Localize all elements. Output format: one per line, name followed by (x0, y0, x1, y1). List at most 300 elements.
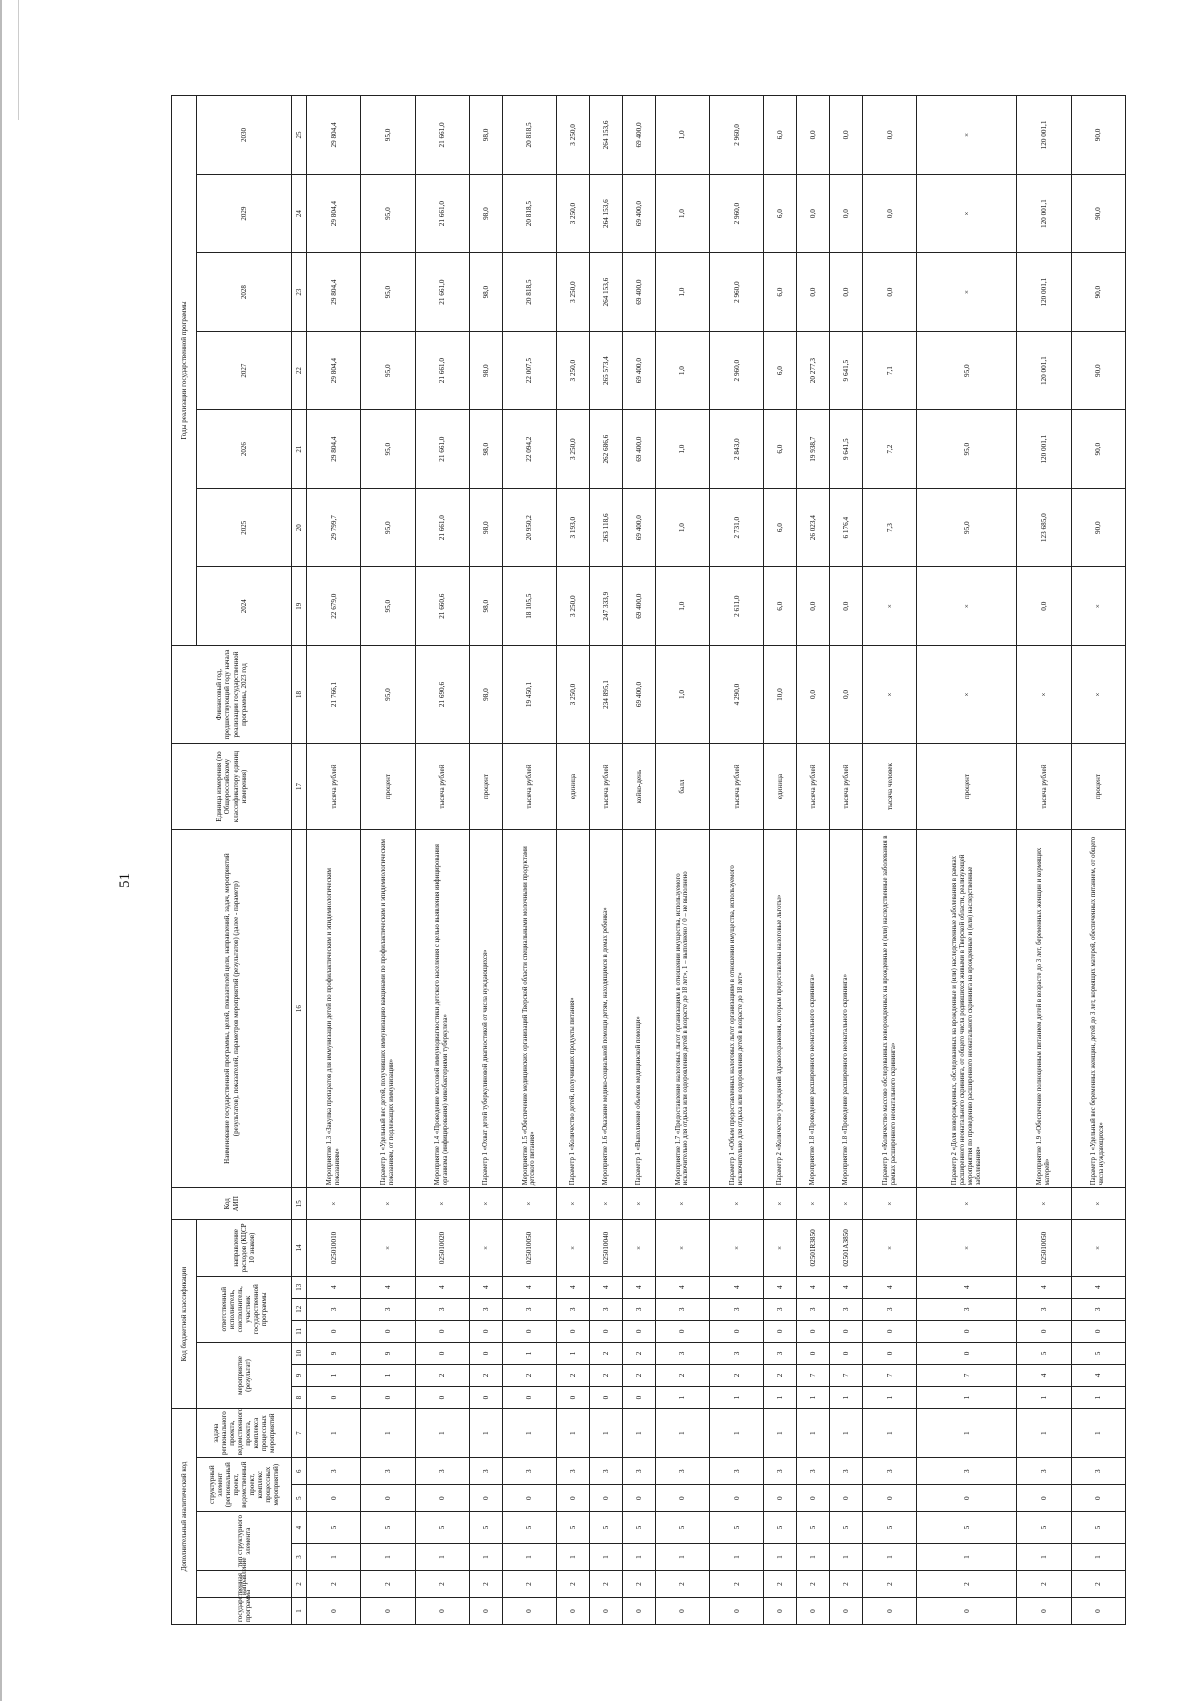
year-value: 1,0 (655, 488, 709, 567)
year-value: × (917, 567, 1017, 646)
event-code-b: 2 (710, 1364, 764, 1386)
event-code-c: 9 (307, 1342, 361, 1364)
aip-code: × (622, 1188, 655, 1220)
struct-type-code-a: 1 (655, 1544, 709, 1571)
struct-element-code-b: 3 (1017, 1458, 1071, 1485)
struct-type-code-a: 1 (469, 1544, 502, 1571)
table-row (863, 96, 917, 1625)
year-header: 2027 (197, 331, 292, 410)
expense-code: × (557, 1220, 590, 1276)
year-value: 29 804,4 (307, 253, 361, 332)
unit: тысяча рублей (830, 744, 863, 830)
year-value: 247 333,9 (590, 567, 623, 646)
item-name: Мероприятие 1.8 «Проведение расширенного неонатального скрининга» (797, 829, 830, 1187)
unit: тысяча рублей (307, 744, 361, 830)
year-value: 2 731,0 (710, 488, 764, 567)
year-header: 2026 (197, 410, 292, 489)
event-header: мероприятие (результат) (197, 1342, 292, 1408)
struct-element-code-b: 3 (764, 1458, 797, 1485)
aip-code: × (590, 1188, 623, 1220)
year-value: 21 661,0 (415, 410, 469, 489)
year-value: 90,0 (1071, 174, 1125, 253)
year-value: 3 250,0 (557, 410, 590, 489)
executor-code-c: 4 (502, 1276, 556, 1298)
aip-code: × (797, 1188, 830, 1220)
col-number: 14 (292, 1220, 307, 1276)
table-row (710, 96, 764, 1625)
executor-code-b: 3 (1071, 1298, 1125, 1320)
table-row (1071, 96, 1125, 1625)
year-value: 9 641,5 (830, 331, 863, 410)
struct-type-code-a: 1 (1071, 1544, 1125, 1571)
struct-type-code-b: 5 (830, 1512, 863, 1544)
year-value: 98,0 (469, 488, 502, 567)
aip-code: × (917, 1188, 1017, 1220)
task-code: 1 (502, 1409, 556, 1458)
item-name: Мероприятие 1.8 «Проведение расширенного неонатального скрининга» (830, 829, 863, 1187)
struct-element-header: структурный элемент (региональный проект, ведомственный проект, комплекс процессных мероприятий) (197, 1458, 292, 1512)
year-value: 98,0 (469, 331, 502, 410)
table-row (361, 96, 415, 1625)
struct-type-code-b: 5 (415, 1512, 469, 1544)
year-value: 0,0 (797, 174, 830, 253)
col-number: 11 (292, 1320, 307, 1342)
direction-code: 2 (307, 1571, 361, 1598)
struct-type-code-a: 1 (797, 1544, 830, 1571)
year-value: 1,0 (655, 331, 709, 410)
analytic-code-header: Дополнительный аналитический код (172, 1409, 197, 1625)
struct-element-code-a: 0 (502, 1485, 556, 1512)
event-code-a: 0 (590, 1387, 623, 1409)
aip-code: × (710, 1188, 764, 1220)
gos-program-code: 0 (830, 1598, 863, 1625)
event-code-a: 1 (797, 1387, 830, 1409)
year-value: 19 938,7 (797, 410, 830, 489)
fin-year-value: 0,0 (797, 645, 830, 743)
table-row (797, 96, 830, 1625)
expense-code: 025010050 (502, 1220, 556, 1276)
year-value: 95,0 (361, 253, 415, 332)
gos-program-code: 0 (1017, 1598, 1071, 1625)
name-header: Наименование государственной программы, целей, показателей цели, направлений, задач, мероприятий (результатов), показателей, параметров мероприятий (результатов) (далее - параметр) (172, 829, 292, 1187)
struct-type-code-a: 1 (830, 1544, 863, 1571)
event-code-a: 1 (764, 1387, 797, 1409)
expense-code: 025010040 (590, 1220, 623, 1276)
executor-code-c: 4 (1071, 1276, 1125, 1298)
aip-code: × (415, 1188, 469, 1220)
year-value: 1,0 (655, 96, 709, 175)
table-row (307, 96, 361, 1625)
executor-code-c: 4 (710, 1276, 764, 1298)
event-code-c: 5 (1017, 1342, 1071, 1364)
executor-code-b: 3 (764, 1298, 797, 1320)
gos-program-code: 0 (917, 1598, 1017, 1625)
year-value: 6,0 (764, 174, 797, 253)
direction-code: 2 (830, 1571, 863, 1598)
executor-code-b: 3 (361, 1298, 415, 1320)
aip-code: × (1017, 1188, 1071, 1220)
executor-code-b: 3 (502, 1298, 556, 1320)
struct-element-code-b: 3 (797, 1458, 830, 1485)
expense-code: × (1071, 1220, 1125, 1276)
executor-code-b: 3 (557, 1298, 590, 1320)
direction-code: 2 (863, 1571, 917, 1598)
year-value: 98,0 (469, 96, 502, 175)
col-number: 17 (292, 744, 307, 830)
aip-code: × (1071, 1188, 1125, 1220)
item-name: Параметр 1 «Охват детей туберкулиновой диагностикой от числа нуждающихся» (469, 829, 502, 1187)
struct-type-code-a: 1 (710, 1544, 764, 1571)
year-value: 120 001,1 (1017, 253, 1071, 332)
col-number: 6 (292, 1458, 307, 1485)
task-code: 1 (622, 1409, 655, 1458)
col-number: 21 (292, 410, 307, 489)
executor-code-b: 3 (917, 1298, 1017, 1320)
direction-code: 2 (361, 1571, 415, 1598)
event-code-a: 0 (307, 1387, 361, 1409)
aip-code: × (557, 1188, 590, 1220)
year-value: 95,0 (361, 567, 415, 646)
event-code-c: 1 (557, 1342, 590, 1364)
year-value: 0,0 (863, 174, 917, 253)
event-code-b: 2 (764, 1364, 797, 1386)
unit: процент (361, 744, 415, 830)
struct-type-code-b: 5 (710, 1512, 764, 1544)
direction-code: 2 (655, 1571, 709, 1598)
expense-code: × (863, 1220, 917, 1276)
year-value: 95,0 (361, 174, 415, 253)
struct-type-code-a: 1 (557, 1544, 590, 1571)
year-value: 3 250,0 (557, 96, 590, 175)
event-code-c: 5 (1071, 1342, 1125, 1364)
item-name: Мероприятие 1.4 «Проведение массовой иммунодиагностики детского населения с целью выявления инфицирования организма (инфицирования) микобактериями туберкулеза» (415, 829, 469, 1187)
struct-element-code-a: 0 (1071, 1485, 1125, 1512)
year-value: 0,0 (830, 174, 863, 253)
executor-code-b: 3 (797, 1298, 830, 1320)
unit: тысяча рублей (502, 744, 556, 830)
executor-code-a: 0 (1017, 1320, 1071, 1342)
gos-program-code: 0 (764, 1598, 797, 1625)
executor-code-a: 0 (1071, 1320, 1125, 1342)
event-code-c: 0 (415, 1342, 469, 1364)
struct-element-code-a: 0 (557, 1485, 590, 1512)
executor-code-c: 4 (830, 1276, 863, 1298)
struct-element-code-a: 0 (764, 1485, 797, 1512)
table-row (764, 96, 797, 1625)
event-code-c: 0 (863, 1342, 917, 1364)
event-code-a: 1 (710, 1387, 764, 1409)
task-code: 1 (1071, 1409, 1125, 1458)
executor-code-a: 0 (361, 1320, 415, 1342)
year-value: 29 804,4 (307, 96, 361, 175)
item-name: Мероприятие 1.5 «Обеспечение медицинских организаций Тверской области специальными молочными продуктами детского питания» (502, 829, 556, 1187)
event-code-a: 1 (1071, 1387, 1125, 1409)
table-row (830, 96, 863, 1625)
event-code-b: 2 (469, 1364, 502, 1386)
struct-type-code-a: 1 (590, 1544, 623, 1571)
unit-header: Единица измерения (по Общероссийскому классификатору единиц измерения) (172, 744, 292, 830)
col-number: 15 (292, 1188, 307, 1220)
item-name: Параметр 2 «Количество учреждений здравоохранения, которым предоставлены налоговые льготы» (764, 829, 797, 1187)
expense-code: × (710, 1220, 764, 1276)
event-code-b: 7 (830, 1364, 863, 1386)
year-value: 1,0 (655, 410, 709, 489)
year-value: 69 400,0 (622, 567, 655, 646)
task-code: 1 (764, 1409, 797, 1458)
struct-type-code-a: 1 (863, 1544, 917, 1571)
year-value: 1,0 (655, 567, 709, 646)
item-name: Параметр 1 «Удельный вес детей, получивших иммунизацию вакцинами по профилактическим и эпидемиологическим показаниям, от подлежащих иммунизации» (361, 829, 415, 1187)
fin-year-value: 21 766,1 (307, 645, 361, 743)
executor-code-b: 3 (590, 1298, 623, 1320)
struct-type-code-b: 5 (557, 1512, 590, 1544)
column-number-row (292, 96, 307, 1625)
fin-year-value: × (863, 645, 917, 743)
year-value: 90,0 (1071, 253, 1125, 332)
year-value: 0,0 (830, 253, 863, 332)
gos-program-code: 0 (557, 1598, 590, 1625)
struct-element-code-b: 3 (830, 1458, 863, 1485)
fin-year-value: 10,0 (764, 645, 797, 743)
year-value: 3 250,0 (557, 567, 590, 646)
task-code: 1 (863, 1409, 917, 1458)
col-number: 19 (292, 567, 307, 646)
struct-type-code-a: 1 (361, 1544, 415, 1571)
event-code-a: 1 (655, 1387, 709, 1409)
event-code-c: 0 (830, 1342, 863, 1364)
year-value: 90,0 (1071, 331, 1125, 410)
struct-element-code-b: 3 (361, 1458, 415, 1485)
year-header: 2028 (197, 253, 292, 332)
event-code-a: 0 (415, 1387, 469, 1409)
executor-code-c: 4 (307, 1276, 361, 1298)
year-value: 7,3 (863, 488, 917, 567)
executor-code-b: 3 (655, 1298, 709, 1320)
executor-header: ответственный исполнитель, соисполнитель, участник государственной программы (197, 1276, 292, 1342)
unit: тысяча рублей (797, 744, 830, 830)
year-value: 6,0 (764, 567, 797, 646)
event-code-b: 2 (590, 1364, 623, 1386)
year-value: 1,0 (655, 174, 709, 253)
year-value: 262 686,6 (590, 410, 623, 489)
expense-code: × (361, 1220, 415, 1276)
rotated-table-wrapper (171, 95, 1126, 1625)
event-code-b: 7 (797, 1364, 830, 1386)
year-value: 22 094,2 (502, 410, 556, 489)
year-value: 6,0 (764, 488, 797, 567)
item-name: Параметр 1 «Количество детей, получивших продукты питания» (557, 829, 590, 1187)
year-value: 2 960,0 (710, 331, 764, 410)
unit: процент (917, 744, 1017, 830)
struct-type-header: тип структурного элемента (197, 1512, 292, 1571)
col-number: 8 (292, 1387, 307, 1409)
col-number: 1 (292, 1598, 307, 1625)
struct-element-code-b: 3 (307, 1458, 361, 1485)
year-value: 0,0 (1017, 567, 1071, 646)
year-value: 0,0 (797, 96, 830, 175)
scan-edge-mark (0, 0, 2, 1701)
unit: единица (557, 744, 590, 830)
event-code-b: 1 (307, 1364, 361, 1386)
year-value: × (917, 253, 1017, 332)
year-value: 98,0 (469, 253, 502, 332)
fin-year-value: 234 895,1 (590, 645, 623, 743)
executor-code-a: 0 (917, 1320, 1017, 1342)
gos-program-header: государственная программа (197, 1598, 292, 1625)
struct-element-code-b: 3 (469, 1458, 502, 1485)
fin-year-value: × (1071, 645, 1125, 743)
year-value: 29 804,4 (307, 331, 361, 410)
year-value: 6,0 (764, 331, 797, 410)
year-value: 3 250,0 (557, 174, 590, 253)
gos-program-code: 0 (710, 1598, 764, 1625)
executor-code-a: 0 (502, 1320, 556, 1342)
table-row (917, 96, 1017, 1625)
col-number: 9 (292, 1364, 307, 1386)
event-code-a: 0 (622, 1387, 655, 1409)
executor-code-a: 0 (764, 1320, 797, 1342)
gos-program-code: 0 (590, 1598, 623, 1625)
unit: тысяча человек (863, 744, 917, 830)
event-code-b: 2 (557, 1364, 590, 1386)
year-value: 29 804,4 (307, 174, 361, 253)
year-value: 21 661,0 (415, 488, 469, 567)
struct-element-code-b: 3 (557, 1458, 590, 1485)
struct-type-code-b: 5 (797, 1512, 830, 1544)
year-value: 69 400,0 (622, 488, 655, 567)
aip-code: × (502, 1188, 556, 1220)
task-code: 1 (1017, 1409, 1071, 1458)
executor-code-b: 3 (622, 1298, 655, 1320)
year-value: 20 818,5 (502, 253, 556, 332)
fin-year-value: 3 250,0 (557, 645, 590, 743)
aip-header: Код АИП (172, 1188, 292, 1220)
expense-code: × (469, 1220, 502, 1276)
expense-code: 025010020 (415, 1220, 469, 1276)
struct-element-code-b: 3 (710, 1458, 764, 1485)
fin-year-header: Финансовый год, предшествующий году начала реализации государственной программы, 2023 год (172, 645, 292, 743)
executor-code-c: 4 (622, 1276, 655, 1298)
year-value: 95,0 (361, 410, 415, 489)
struct-type-code-b: 5 (502, 1512, 556, 1544)
gos-program-code: 0 (469, 1598, 502, 1625)
year-value: 90,0 (1071, 96, 1125, 175)
task-code: 1 (469, 1409, 502, 1458)
year-value: 95,0 (917, 331, 1017, 410)
item-name: Мероприятие 1.7 «Предоставление налоговых льгот организациям в отношении имущества, используемого исключительно для отдыха или оздоровления детей в возрасте до 18 лет», 1 – выполнено / 0 – не выполнено (655, 829, 709, 1187)
year-header: 2025 (197, 488, 292, 567)
executor-code-b: 3 (307, 1298, 361, 1320)
item-name: Мероприятие 1.9 «Обеспечение полноценным питанием детей в возрасте до 3 лет, беременных женщин и кормящих матерей» (1017, 829, 1071, 1187)
year-value: 1,0 (655, 253, 709, 332)
year-value: 2 960,0 (710, 253, 764, 332)
fin-year-value: 1,0 (655, 645, 709, 743)
year-value: 22 679,0 (307, 567, 361, 646)
fin-year-value: 19 450,1 (502, 645, 556, 743)
year-value: 0,0 (830, 96, 863, 175)
year-value: 120 001,1 (1017, 410, 1071, 489)
year-value: 120 001,1 (1017, 96, 1071, 175)
struct-element-code-a: 0 (415, 1485, 469, 1512)
struct-type-code-a: 1 (1017, 1544, 1071, 1571)
year-value: 3 250,0 (557, 253, 590, 332)
table-body (307, 96, 1126, 1625)
unit: балл (655, 744, 709, 830)
struct-element-code-b: 3 (502, 1458, 556, 1485)
task-code: 1 (557, 1409, 590, 1458)
event-code-c: 3 (764, 1342, 797, 1364)
executor-code-a: 0 (415, 1320, 469, 1342)
year-value: 29 804,4 (307, 410, 361, 489)
struct-type-code-b: 5 (469, 1512, 502, 1544)
year-value: 95,0 (917, 488, 1017, 567)
table-row (622, 96, 655, 1625)
year-header: 2029 (197, 174, 292, 253)
gos-program-code: 0 (415, 1598, 469, 1625)
year-value: 0,0 (797, 567, 830, 646)
event-code-c: 3 (655, 1342, 709, 1364)
executor-code-c: 4 (469, 1276, 502, 1298)
executor-code-c: 4 (361, 1276, 415, 1298)
program-table (171, 95, 1126, 1625)
item-name: Параметр 1 «Объем предоставленных налоговых льгот организациям в отношении имущества, используемого исключительно для отдыха или оздоровления детей в возрасте до 18 лет» (710, 829, 764, 1187)
col-number: 20 (292, 488, 307, 567)
year-value: 9 641,5 (830, 410, 863, 489)
struct-element-code-a: 0 (590, 1485, 623, 1512)
year-value: 21 661,0 (415, 174, 469, 253)
unit: тысяча рублей (710, 744, 764, 830)
year-value: 0,0 (863, 96, 917, 175)
col-number: 3 (292, 1544, 307, 1571)
struct-type-code-a: 1 (622, 1544, 655, 1571)
year-value: 6,0 (764, 253, 797, 332)
years-header: Годы реализации государственной программы (172, 96, 197, 646)
event-code-b: 2 (622, 1364, 655, 1386)
struct-type-code-b: 5 (622, 1512, 655, 1544)
executor-code-a: 0 (622, 1320, 655, 1342)
struct-element-code-a: 0 (1017, 1485, 1071, 1512)
unit: тысяча рублей (590, 744, 623, 830)
task-code: 1 (710, 1409, 764, 1458)
table-row (469, 96, 502, 1625)
fin-year-value: 95,0 (361, 645, 415, 743)
col-number: 22 (292, 331, 307, 410)
struct-type-code-b: 5 (590, 1512, 623, 1544)
direction-code: 2 (764, 1571, 797, 1598)
year-header: 2024 (197, 567, 292, 646)
struct-type-code-b: 5 (863, 1512, 917, 1544)
year-value: 20 950,2 (502, 488, 556, 567)
executor-code-a: 0 (863, 1320, 917, 1342)
year-value: 7,2 (863, 410, 917, 489)
executor-code-c: 4 (557, 1276, 590, 1298)
event-code-b: 2 (655, 1364, 709, 1386)
year-value: 69 400,0 (622, 331, 655, 410)
executor-code-c: 4 (917, 1276, 1017, 1298)
year-value: 90,0 (1071, 410, 1125, 489)
year-value: 2 960,0 (710, 96, 764, 175)
event-code-a: 1 (863, 1387, 917, 1409)
aip-code: × (655, 1188, 709, 1220)
year-value: 21 661,0 (415, 96, 469, 175)
event-code-c: 1 (502, 1342, 556, 1364)
budget-code-header: Код бюджетной классификации (172, 1220, 197, 1409)
struct-element-code-b: 3 (622, 1458, 655, 1485)
executor-code-b: 3 (1017, 1298, 1071, 1320)
struct-element-code-b: 3 (590, 1458, 623, 1485)
executor-code-a: 0 (797, 1320, 830, 1342)
expense-code: × (917, 1220, 1017, 1276)
